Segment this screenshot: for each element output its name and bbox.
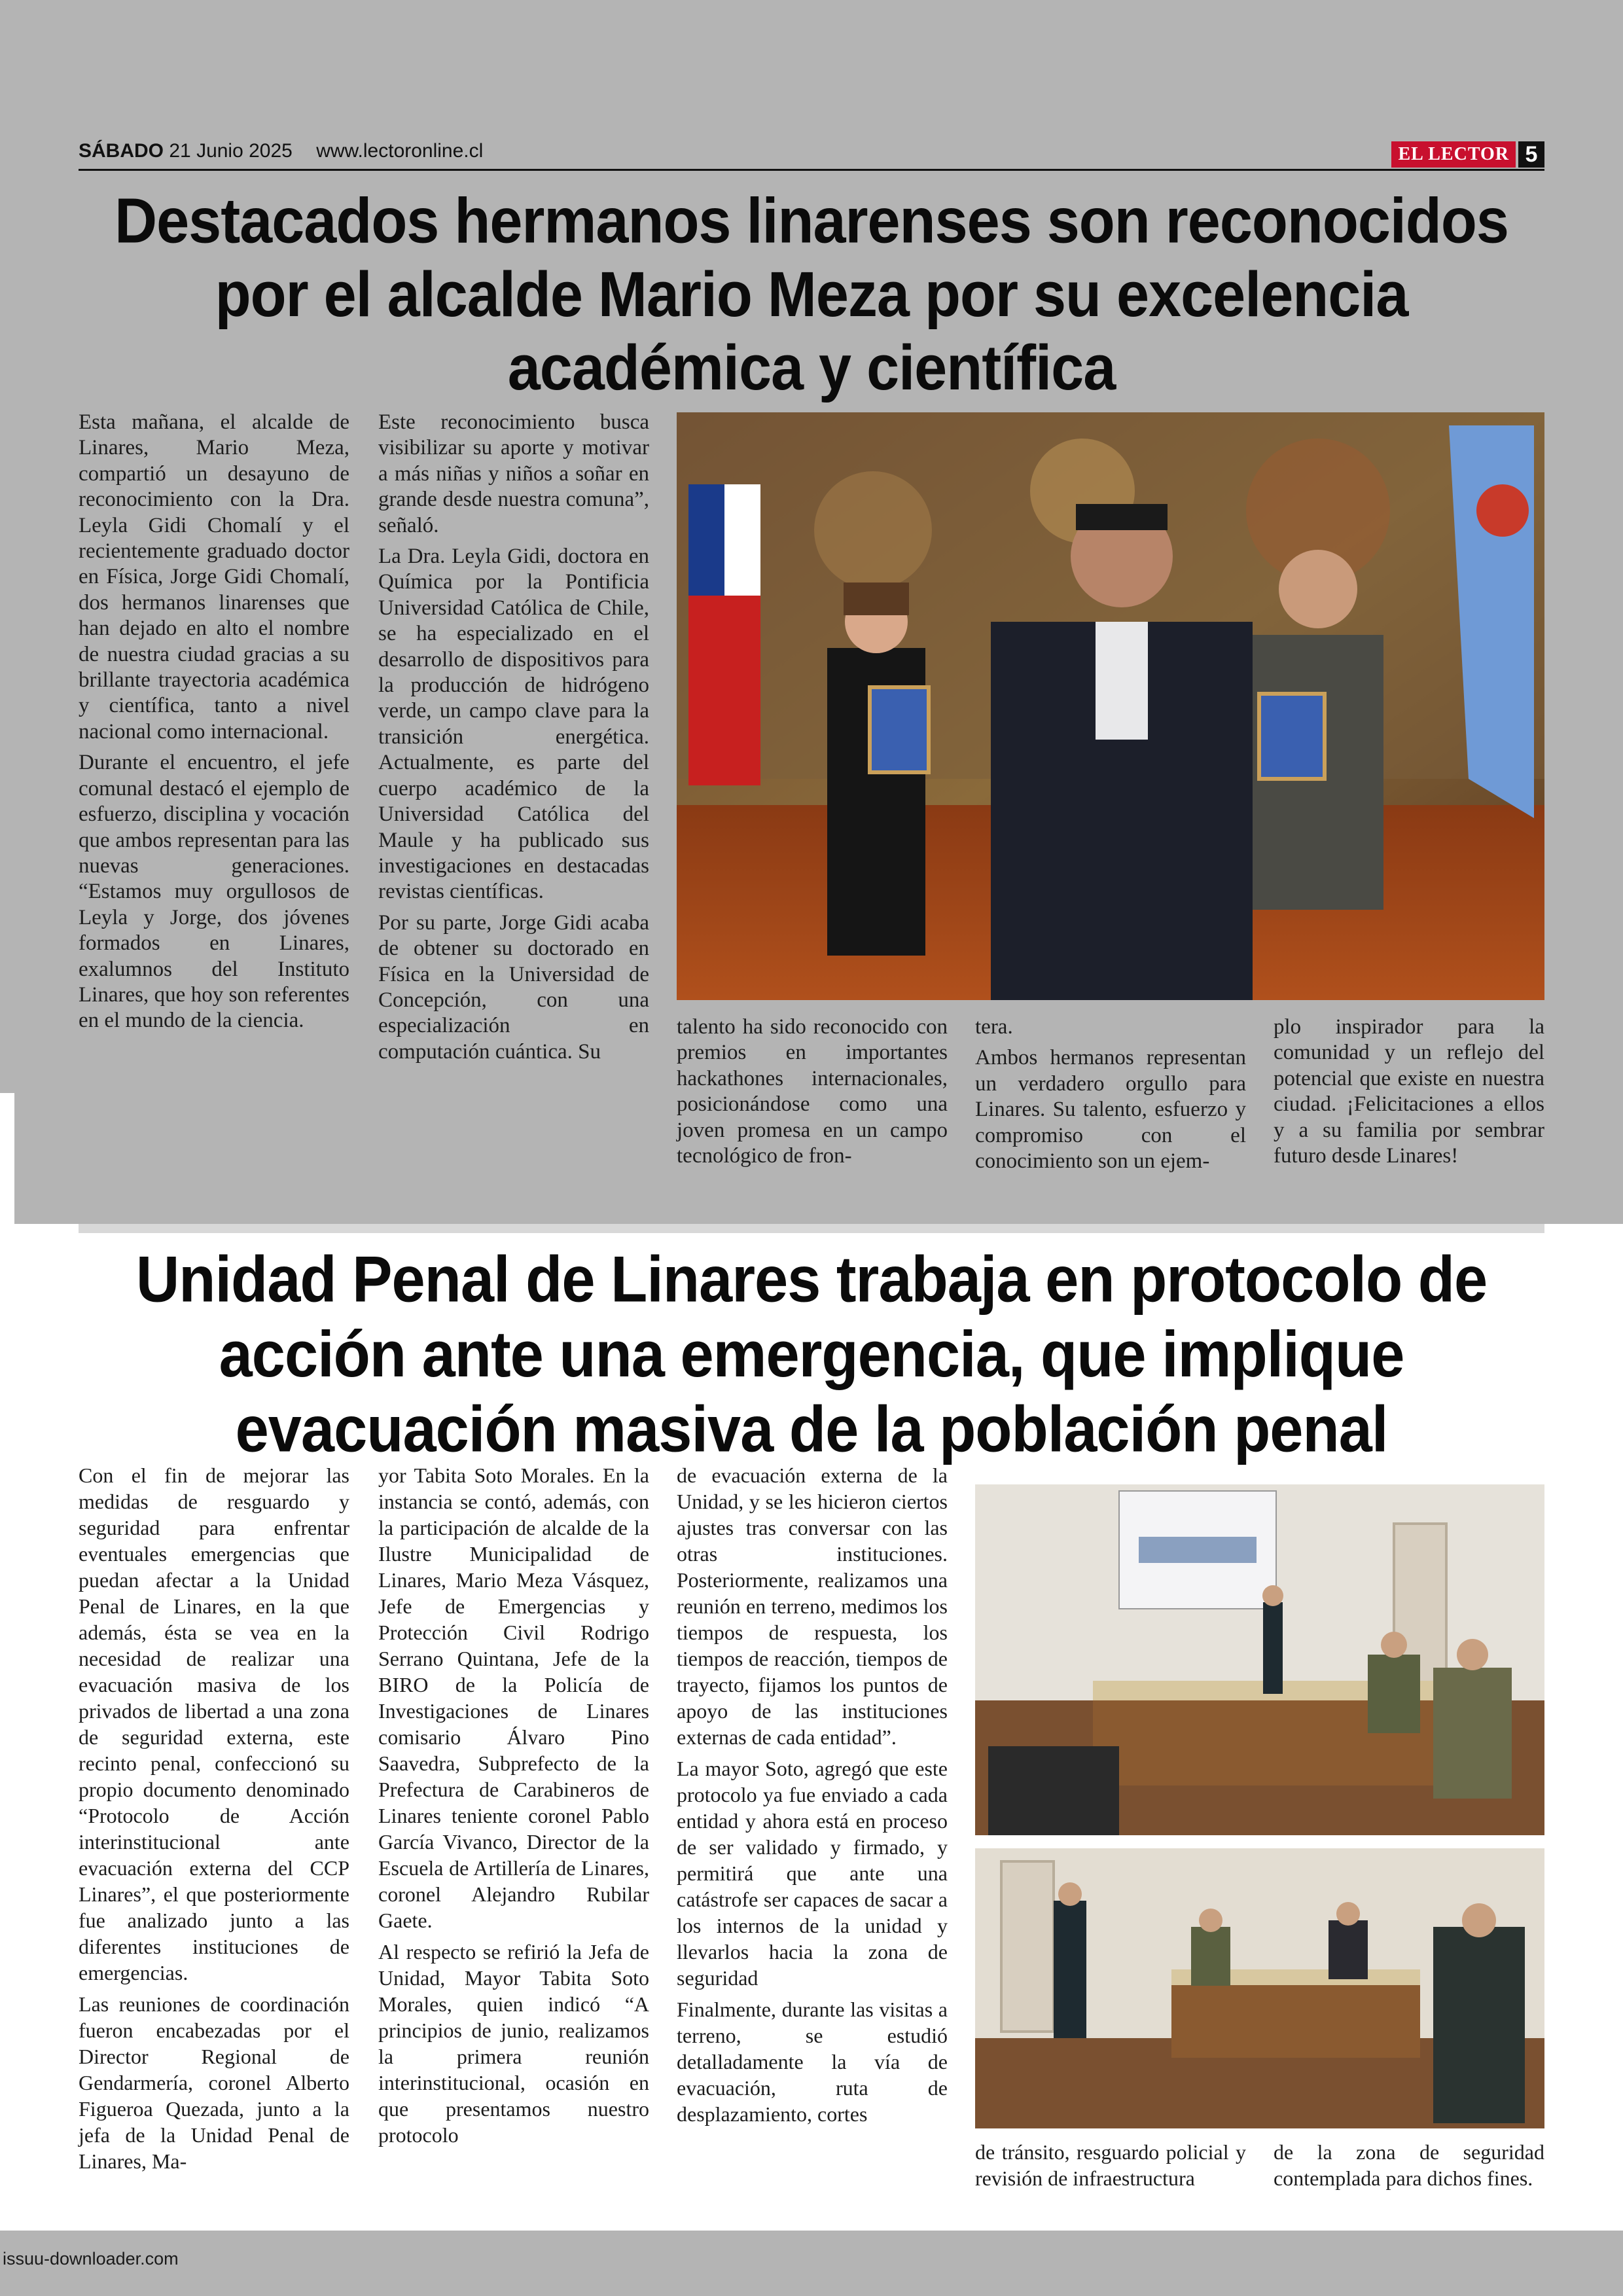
article1-col3-p1: talento ha sido reconocido con premios en importantes hackathones internacionales, posicionándose como una joven promesa en un campo tecnológico de fron- [677,1015,948,1168]
article2-col3-p2: La mayor Soto, agregó que este protocolo ya fue enviado a cada entidad y ahora está en proceso de ser validado y firmado, y permitirá que ante una catástrofe ser capaces de sacar a los internos de la unidad y llevarlos hacia la zona de seguridad [677,1757,948,1990]
header-dateline [79,140,483,162]
article1-column-2 [378,410,649,1070]
article2-photo-1 [975,1484,1544,1835]
header-day: SÁBADO [79,140,164,162]
article2-column-1 [79,1462,349,2179]
header-rule [79,169,1544,171]
article1-col4-p2: Ambos hermanos representan un verdadero orgullo para Linares. Su talento, esfuerzo y compromiso con el conocimiento son un ejem- [975,1046,1246,1174]
article2-column-4 [975,2139,1246,2197]
article2-col1-p2: Las reuniones de coordinación fueron encabezadas por el Director Regional de Gendarmería, coronel Alberto Figueroa Quezada, junto a la jefa de la Unidad Penal de Linares, Ma- [79,1992,349,2173]
page-background-bottom [0,2231,1623,2296]
article1-col4-p1: tera. [975,1015,1013,1039]
article-separator [79,1224,1544,1233]
article1-column-3 [677,1014,948,1174]
photo-meeting-room-2 [975,1848,1544,2128]
article2-col5-p1: de la zona de seguridad contemplada para dichos fines. [1274,2140,1544,2190]
article1-col5-p1: plo inspirador para la comunidad y un reflejo del potencial que existe en nuestra ciudad. ¡Felicitaciones a ellos y a su familia por sembrar futuro desde Linares! [1274,1015,1544,1168]
article2-column-2 [378,1462,649,2153]
header-url: www.lectoronline.cl [316,140,484,162]
article1-col2-p2: La Dra. Leyla Gidi, doctora en Química por la Pontificia Universidad Católica de Chile, se ha especializado en el desarrollo de dispositivos para la producción de hidrógeno verde, un campo clave para la transición energética. Actualmente, es parte del cuerpo académico de la Universidad Católica del Maule y ha publicado sus investigaciones en destacadas revistas científicas. [378,545,649,904]
logo-text: EL LECTOR [1391,141,1516,168]
article1-column-5 [1274,1014,1544,1174]
article1-photo [677,412,1544,1000]
article1-col1-p1: Esta mañana, el alcalde de Linares, Mario Meza, compartió un desayuno de reconocimiento con la Dra. Leyla Gidi Chomalí y el recientemente graduado doctor en Física, Jorge Gidi Chomalí, dos hermanos linarenses que han dejado en alto el nombre de nuestra ciudad gracias a su brillante trayectoria académica y científica, tanto a nivel nacional como internacional. [79,410,349,744]
article2-headline: Unidad Penal de Linares trabaja en protocolo de acción ante una emergencia, que implique evacuación masiva de la población penal [135,1244,1488,1466]
article1-col2-p1: Este reconocimiento busca visibilizar su aporte y motivar a más niñas y niños a soñar en grande desde nuestra comuna”, señaló. [378,410,649,537]
photo-meeting-room-1 [975,1484,1544,1835]
page-header [79,140,1544,173]
header-date: 21 Junio 2025 [169,140,293,162]
article2-col4-p1: de tránsito, resguardo policial y revisión de infraestructura [975,2140,1246,2190]
article2-col1-p1: Con el fin de mejorar las medidas de resguardo y seguridad para enfrentar eventuales emergencias que puedan afectar a la Unidad Penal de Linares, en la que además, ésta se vea en la necesidad de realizar una evacuación masiva de los privados de libertad a una zona de seguridad externa, este recinto penal, confeccionó su propio documento denominado “Protocolo de Acción interinstitucional ante evacuación externa del CCP Linares”, el que posteriormente fue analizado junto a las diferentes instituciones de emergencias. [79,1463,349,1984]
article1-headline: Destacados hermanos linarenses son reconocidos por el alcalde Mario Meza por su excelencia académica y científica [115,186,1508,404]
article2-col2-p2: Al respecto se refirió la Jefa de Unidad, Mayor Tabita Soto Morales, quien indicó “A principios de junio, realizamos la primera reunión interinstitucional, ocasión en que presentamos nuestro protocolo [378,1940,649,2147]
page-number: 5 [1518,141,1544,168]
article2-col3-p1: de evacuación externa de la Unidad, y se les hicieron ciertos ajustes tras conversar con las otras instituciones. Posteriormente, realizamos una reunión en terreno, medimos los tiempos de respuesta, los tiempos de reacción, tiempos de trayecto, fijamos los puntos de apoyo de las instituciones externas de cada entidad”. [677,1463,948,1749]
article1-column-1 [79,410,349,1039]
article2-photo-2 [975,1848,1544,2128]
article2-column-5 [1274,2139,1544,2197]
article2-col2-p1: yor Tabita Soto Morales. En la instancia se contó, además, con la participación de alcalde de la Ilustre Municipalidad de Linares, Mario Meza Vásquez, Jefe de Emergencias y Protección Civil Rodrigo Serrano Quintana, Jefe de la BIRO de la Policía de Investigaciones de Linares comisario Álvaro Pino Saavedra, Subprefecto de la Prefectura de Carabineros de Linares teniente coronel Pablo García Vivanco, Director de la Escuela de Artillería de Linares, coronel Alejandro Rubilar Gaete. [378,1463,649,1932]
footer-watermark: issuu-downloader.com [3,2249,179,2269]
photo-mayor-and-siblings [677,412,1544,1000]
article1-col2-p3: Por su parte, Jorge Gidi acaba de obtener su doctorado en Física en la Universidad de Concepción, con una especialización en computación cuántica. Su [378,910,649,1064]
article1-column-4 [975,1014,1246,1179]
newspaper-logo [1391,141,1544,168]
article2-col3-p3: Finalmente, durante las visitas a terreno, se estudió detalladamente la vía de evacuación, ruta de desplazamiento, cortes [677,1998,948,2126]
article2-column-3 [677,1462,948,2132]
article1-col1-p2: Durante el encuentro, el jefe comunal destacó el ejemplo de esfuerzo, disciplina y vocación que ambos representan para las nuevas generaciones. “Estamos muy orgullosos de Leyla y Jorge, dos jóvenes formados en Linares, exalumnos del Instituto Linares, que hoy son referentes en el mundo de la ciencia. [79,751,349,1033]
